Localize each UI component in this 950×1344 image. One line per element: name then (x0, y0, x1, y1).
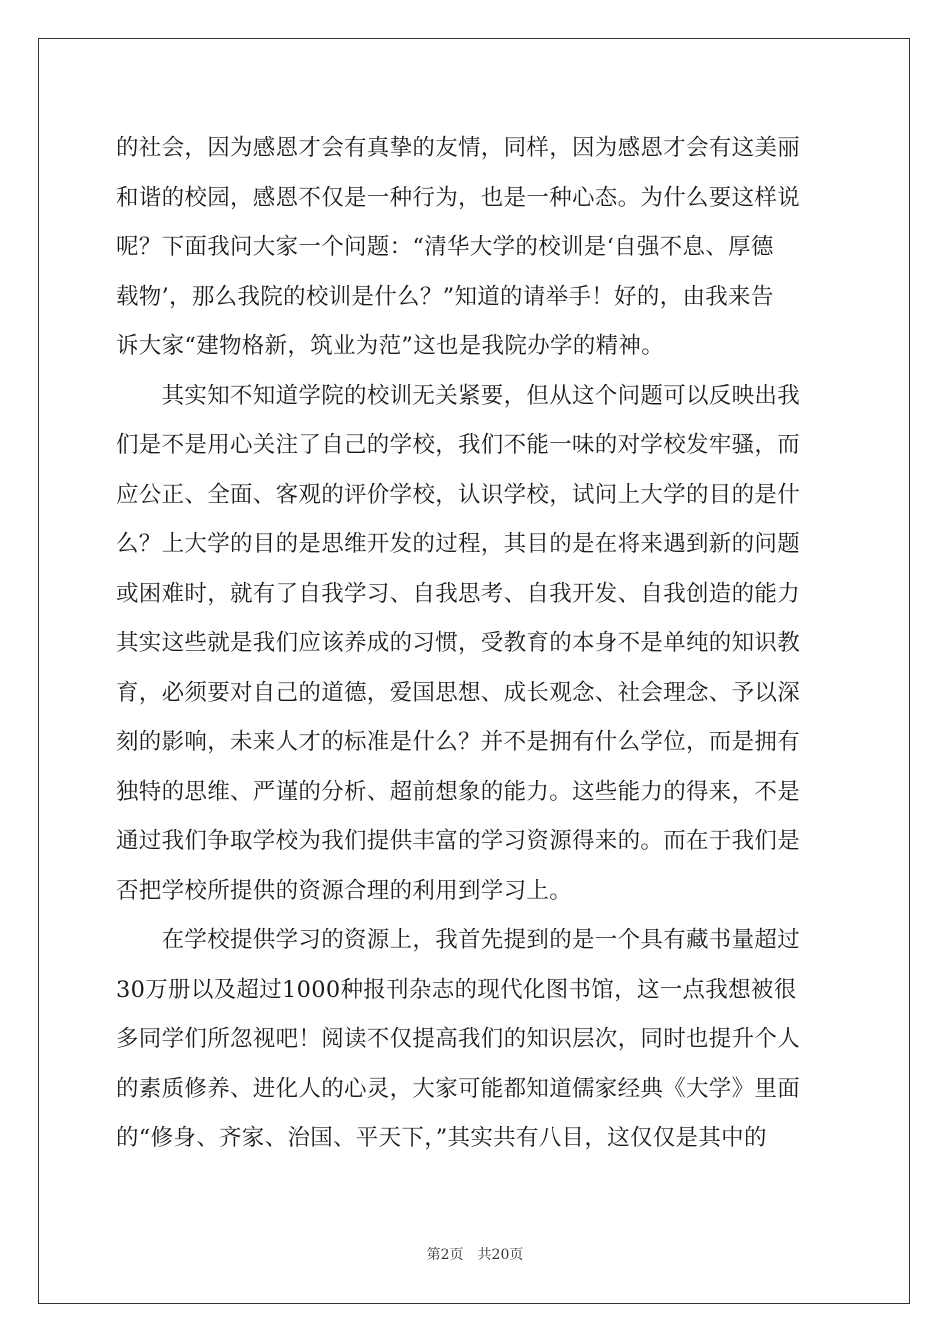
text-line: 多同学们所忽视吧！阅读不仅提高我们的知识层次，同时也提升个人 (116, 1026, 801, 1052)
text-line: 否把学校所提供的资源合理的利用到学习上。 (116, 877, 573, 904)
text-line: 呢？下面我问大家一个问题：“清华大学的校训是‘自强不息、厚德 (116, 234, 774, 260)
page-footer: 第2页 共20页 (426, 1247, 524, 1263)
text-line: 们是不是用心关注了自己的学校，我们不能一味的对学校发牢骚，而 (116, 432, 801, 458)
text-line: 刻的影响，未来人才的标准是什么？并不是拥有什么学位，而是拥有 (116, 729, 801, 755)
text-line: 或困难时，就有了自我学习、自我思考、自我开发、自我创造的能力 (116, 580, 801, 607)
text-line: 通过我们争取学校为我们提供丰富的学习资源得来的。而在于我们是 (116, 828, 801, 854)
document-body (116, 124, 836, 1164)
text-line: 载物’，那么我院的校训是什么？”知道的请举手！好的，由我来告 (116, 283, 774, 310)
text-line: 诉大家“建物格新，筑业为范”这也是我院办学的精神。 (116, 333, 665, 359)
text-line: 的“修身、齐家、治国、平天下，”其实共有八目，这仅仅是其中的 (116, 1125, 767, 1151)
text-line: 应公正、全面、客观的评价学校，认识学校，试问上大学的目的是什 (116, 481, 801, 508)
text-line: 和谐的校园，感恩不仅是一种行为，也是一种心态。为什么要这样说 (116, 184, 801, 211)
text-line: 的社会，因为感恩才会有真挚的友情，同样，因为感恩才会有这美丽 (116, 135, 801, 161)
paragraph-start-line: 其实知不知道学院的校训无关紧要，但从这个问题可以反映出我 (116, 382, 801, 409)
text-line: 独特的思维、严谨的分析、超前想象的能力。这些能力的得来，不是 (116, 778, 801, 805)
paragraph-start-line: 在学校提供学习的资源上，我首先提到的是一个具有藏书量超过 (116, 927, 801, 953)
text-line: 么？上大学的目的是思维开发的过程，其目的是在将来遇到新的问题 (116, 531, 801, 557)
text-line: 其实这些就是我们应该养成的习惯，受教育的本身不是单纯的知识教 (116, 630, 801, 656)
text-line: 30万册以及超过1000种报刊杂志的现代化图书馆，这一点我想被很 (116, 976, 797, 1003)
text-line: 的素质修养、进化人的心灵，大家可能都知道儒家经典《大学》里面 (116, 1075, 801, 1102)
text-line: 育，必须要对自己的道德，爱国思想、成长观念、社会理念、予以深 (116, 679, 801, 706)
